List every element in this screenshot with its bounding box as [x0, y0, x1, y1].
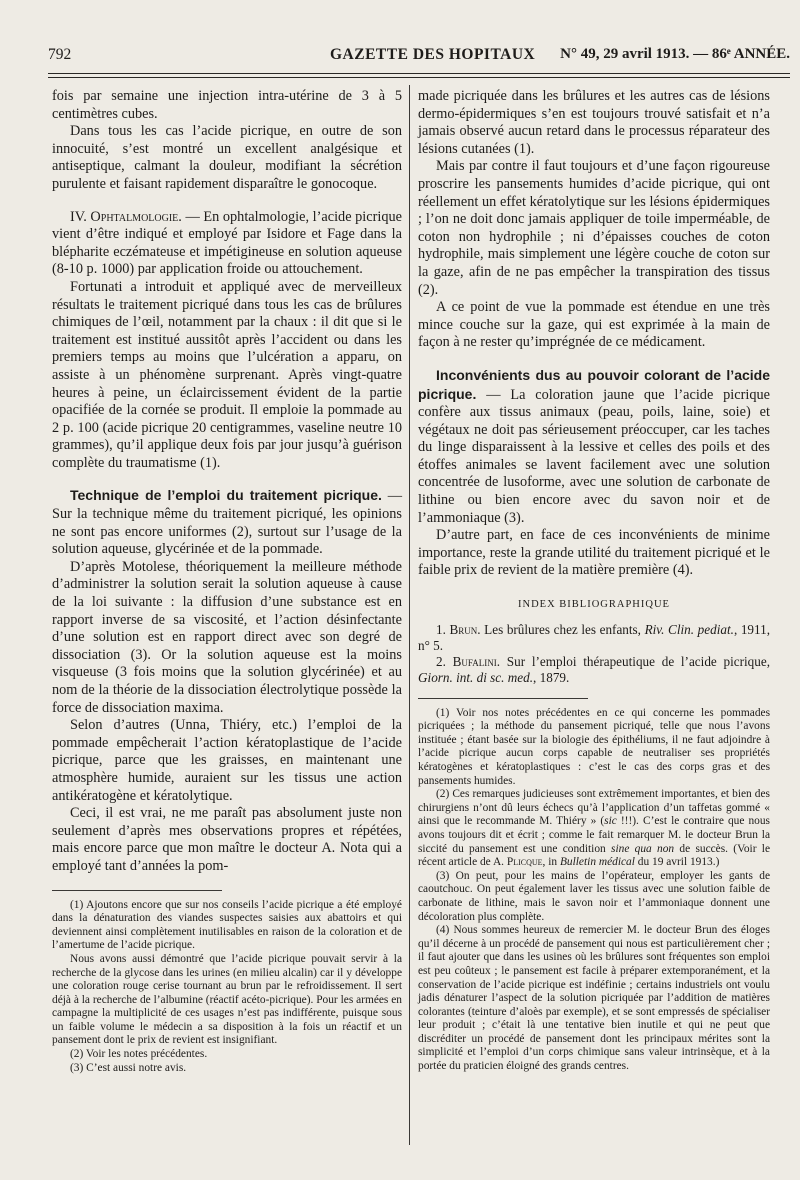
- section-ophtalmologie: IV. Ophtalmologie. — En ophtalmologie, l’acide picrique vient d’être indiqué et employé par Isidore et Fage dans la blépharite eczémateuse et impétigineuse en solution aqueuse (8-10 p. 1000) par application froide ou attouchement.: [52, 208, 402, 278]
- section-heading: IV. Ophtalmologie.: [70, 208, 182, 225]
- section-heading: Inconvénients dus au pouvoir colorant de l’acide picrique.: [418, 366, 770, 402]
- paragraph: Fortunati a introduit et appliqué avec de merveilleux résultats le traitement picriqué dans tous les cas de brûlures chimiques de l’œil, notamment par la chaux : il dit que si le traitement est institué aussitôt après l’accident ou dans les premiers temps au moins que l’ulcération a apparu, on assiste à un phénomène surprenant. Après vingt-quatre heures à peine, un éclaircissement évident de la partie opacifiée de la cornée se produit. Il emploie la pommade au 2 p. 100 (acide picrique 20 centigrammes, vaseline neutre 10 grammes), qu’il applique deux fois par jour jusqu’à guérison complète du traumatisme (1).: [52, 278, 402, 471]
- paragraph: Mais par contre il faut toujours et d’une façon rigoureuse proscrire les pansements humides d’acide picrique, qui ont réellement un effet kératolytique sur les lésions épidermiques ; l’on ne doit donc jamais appliquer de toile imperméable, de coton non hydrophile ; ni d’épaisses couches de coton hydrophile, mais simplement une légère couche de coton sur la gaze, afin de ne pas empêcher la transpiration des tissus (2).: [418, 158, 770, 298]
- section-technique: Technique de l’emploi du traitement picrique. — Sur la technique même du traitement picriqué, les opinions ne sont pas encore uniformes (2), surtout sur l’usage de la solution aqueuse, glycérinée et de la pommade.: [52, 487, 403, 558]
- column-divider: [409, 85, 410, 1145]
- paragraph: Selon d’autres (Unna, Thiéry, etc.) l’emploi de la pommade empêcherait l’action kératoplastique de l’acide picrique, parce que les graisses, en maintenant une atmosphère humide, auraient sur les tissus une action antikératogène et kératolytique.: [52, 717, 402, 804]
- footnote: (3) On peut, pour les mains de l’opérateur, employer les gants de caoutchouc. On peut également laver les tissus avec une solution faible de carbonate de lithine, mais le savon noir et l’ammoniaque donnent une décoloration plus complète.: [418, 869, 770, 923]
- bibliography-entry: 2. Bufalini. Sur l’emploi thérapeutique de l’acide picrique, Giorn. int. di sc. med., 1879.: [418, 653, 771, 685]
- footnote: Nous avons aussi démontré que l’acide picrique pouvait servir à la recherche de la glycose dans les urines (en milieu alcalin) car il y développe une coloration rouge cerise tournant au brun par le refroidissement. Il sert déjà à la recherche de l’albumine (réactif acéto-picrique). Pour les armées en campagne la multiplicité de ces usages n’est pas indifférente, puisque sous un faible volume le médecin a sa disposition à la fois un réactif et un pansement dont le prix de revient est insignifiant.: [52, 952, 402, 1047]
- paragraph: D’après Motolese, théoriquement la meilleure méthode d’administrer la solution serait la solution aqueuse à cause de la loi suivante : la diffusion d’une substance est en rapport inverse de sa viscosité, et l’action désinfectante d’une solution est en rapport direct avec son degré de dissociation (3). Or la solution aqueuse est la moins visqueuse (3 fois moins que la solution glycérinée) et au nom de la théorie de la dissociation électrolytique possède la force de dissociation maxima.: [52, 558, 402, 716]
- footnote-rule: [52, 890, 222, 891]
- footnote: (3) C’est aussi notre avis.: [70, 1061, 187, 1074]
- paragraph: fois par semaine une injection intra-utérine de 3 à 5 centimètres cubes.: [52, 88, 402, 122]
- issue-info: N° 49, 29 avril 1913. — 86ᵉ ANNÉE.: [560, 46, 790, 62]
- footnote: (4) Nous sommes heureux de remercier M. le docteur Brun des éloges qu’il décerne à un procédé de pansement qui nous est particulièrement cher ; il faut ajouter que dans les usines où les brûlures sont fréquentes son emploi est peu coûteux ; le pansement est facile à préparer extemporanément, et la conservation de l’acide picrique est indéfinie ; certains industriels ont voulu jadis dénaturer l’aspect de la solution picriquée par l’addition de matières colorantes (teinture d’aloès par exemple), et se sont empressés de spécialiser leur produit ; c’était là une tentative bien inutile et qui ne peut que discréditer un procédé de pansement dont les principaux mérites sont la simplicité et l’emploi d’un corps chimique sans valeur intrinsèque, et à la portée du praticien éloigné des grands centres.: [418, 924, 770, 1073]
- page-header: [40, 46, 790, 68]
- header-rule: [48, 73, 790, 74]
- header-rule-double: [48, 77, 790, 78]
- left-column: [52, 88, 402, 1075]
- paragraph: A ce point de vue la pommade est étendue en une très mince couche sur la gaze, qui est exprimée à la main de façon à ne rester qu’imprégnée de ce médicament.: [418, 299, 770, 351]
- footnote: (2) Ces remarques judicieuses sont extrêmement importantes, et bien des chirurgiens n’ont dû leurs échecs qu’à l’application d’un taffetas gommé « ainsi que le recommande M. Thiéry » (sic !!!). C’est le contraire que nous avons toujours dit et écrit ; comme le fait remarquer M. le docteur Brun la siccité du pansement est une condition sine qua non de succès. (Voir le récent article de A. Plicque, in Bulletin médical du 19 avril 1913.): [418, 788, 771, 869]
- footnote: (1) Ajoutons encore que sur nos conseils l’acide picrique a été employé dans la dénaturation des viandes suspectes saisies aux abattoirs et qui deviennent ainsi complètement inutilisables en raison de la coloration et de l’amertume de l’acide picrique.: [52, 898, 402, 952]
- right-column: [418, 88, 770, 1074]
- paragraph: D’autre part, en face de ces inconvénients de minime importance, reste la grande utilité du traitement picriqué et le faible prix de revient de la matière première (4).: [418, 527, 770, 579]
- journal-title: GAZETTE DES HOPITAUX: [330, 46, 536, 63]
- page-number: 792: [48, 46, 72, 63]
- bibliography-entry: 1. Brun. Les brûlures chez les enfants, Riv. Clin. pediat., 1911, n° 5.: [418, 621, 771, 653]
- section-inconvenients: Inconvénients dus au pouvoir colorant de l’acide picrique. — La coloration jaune que l’acide picrique confère aux tissus animaux (peau, poils, laine, soie) et végétaux ne doit pas sérieusement préoccuper, car les taches du linge disparaissent à la lessive et celles des poils et des étoffes animales se lavent facilement avec une solution concentrée de lusoforme, avec une solution de carbonate de lithine ou bien encore avec du savon noir et de l’ammoniaque (3).: [418, 366, 770, 526]
- footnote: (1) Voir nos notes précédentes en ce qui concerne les pommades picriquées ; la méthode du pansement picriqué, telle que nous l’avons instituée ; étant basée sur la biologie des épithéliums, il ne faut adjoindre à l’acide picrique aucun corps capable de neutraliser ses propriétés kératogènes et kératoplastiques : c’est le cas des corps gras et des pansements humides.: [418, 706, 770, 787]
- section-heading: Technique de l’emploi du traitement picrique.: [70, 487, 382, 504]
- footnote-rule: [418, 698, 588, 699]
- paragraph: Dans tous les cas l’acide picrique, en outre de son innocuité, s’est montré un excellent analgésique et antiseptique, calmant la douleur, modifiant la sécrétion purulente et faisant rapidement disparaître le gonocoque.: [52, 123, 402, 192]
- paragraph: Ceci, il est vrai, ne me paraît pas absolument juste non seulement d’après mes observations propres et répétées, mais encore parce que mon maître le docteur A. Nota qui a employé tant d’années la pom-: [52, 805, 402, 874]
- index-heading: INDEX BIBLIOGRAPHIQUE: [518, 599, 670, 611]
- paragraph: made picriquée dans les brûlures et les autres cas de lésions dermo-épidermiques s’en est toujours trouvé satisfait et n’a jamais observé aucun retard dans le processus réparateur des lésions cutanées (1).: [418, 88, 770, 157]
- footnote: (2) Voir les notes précédentes.: [70, 1048, 208, 1061]
